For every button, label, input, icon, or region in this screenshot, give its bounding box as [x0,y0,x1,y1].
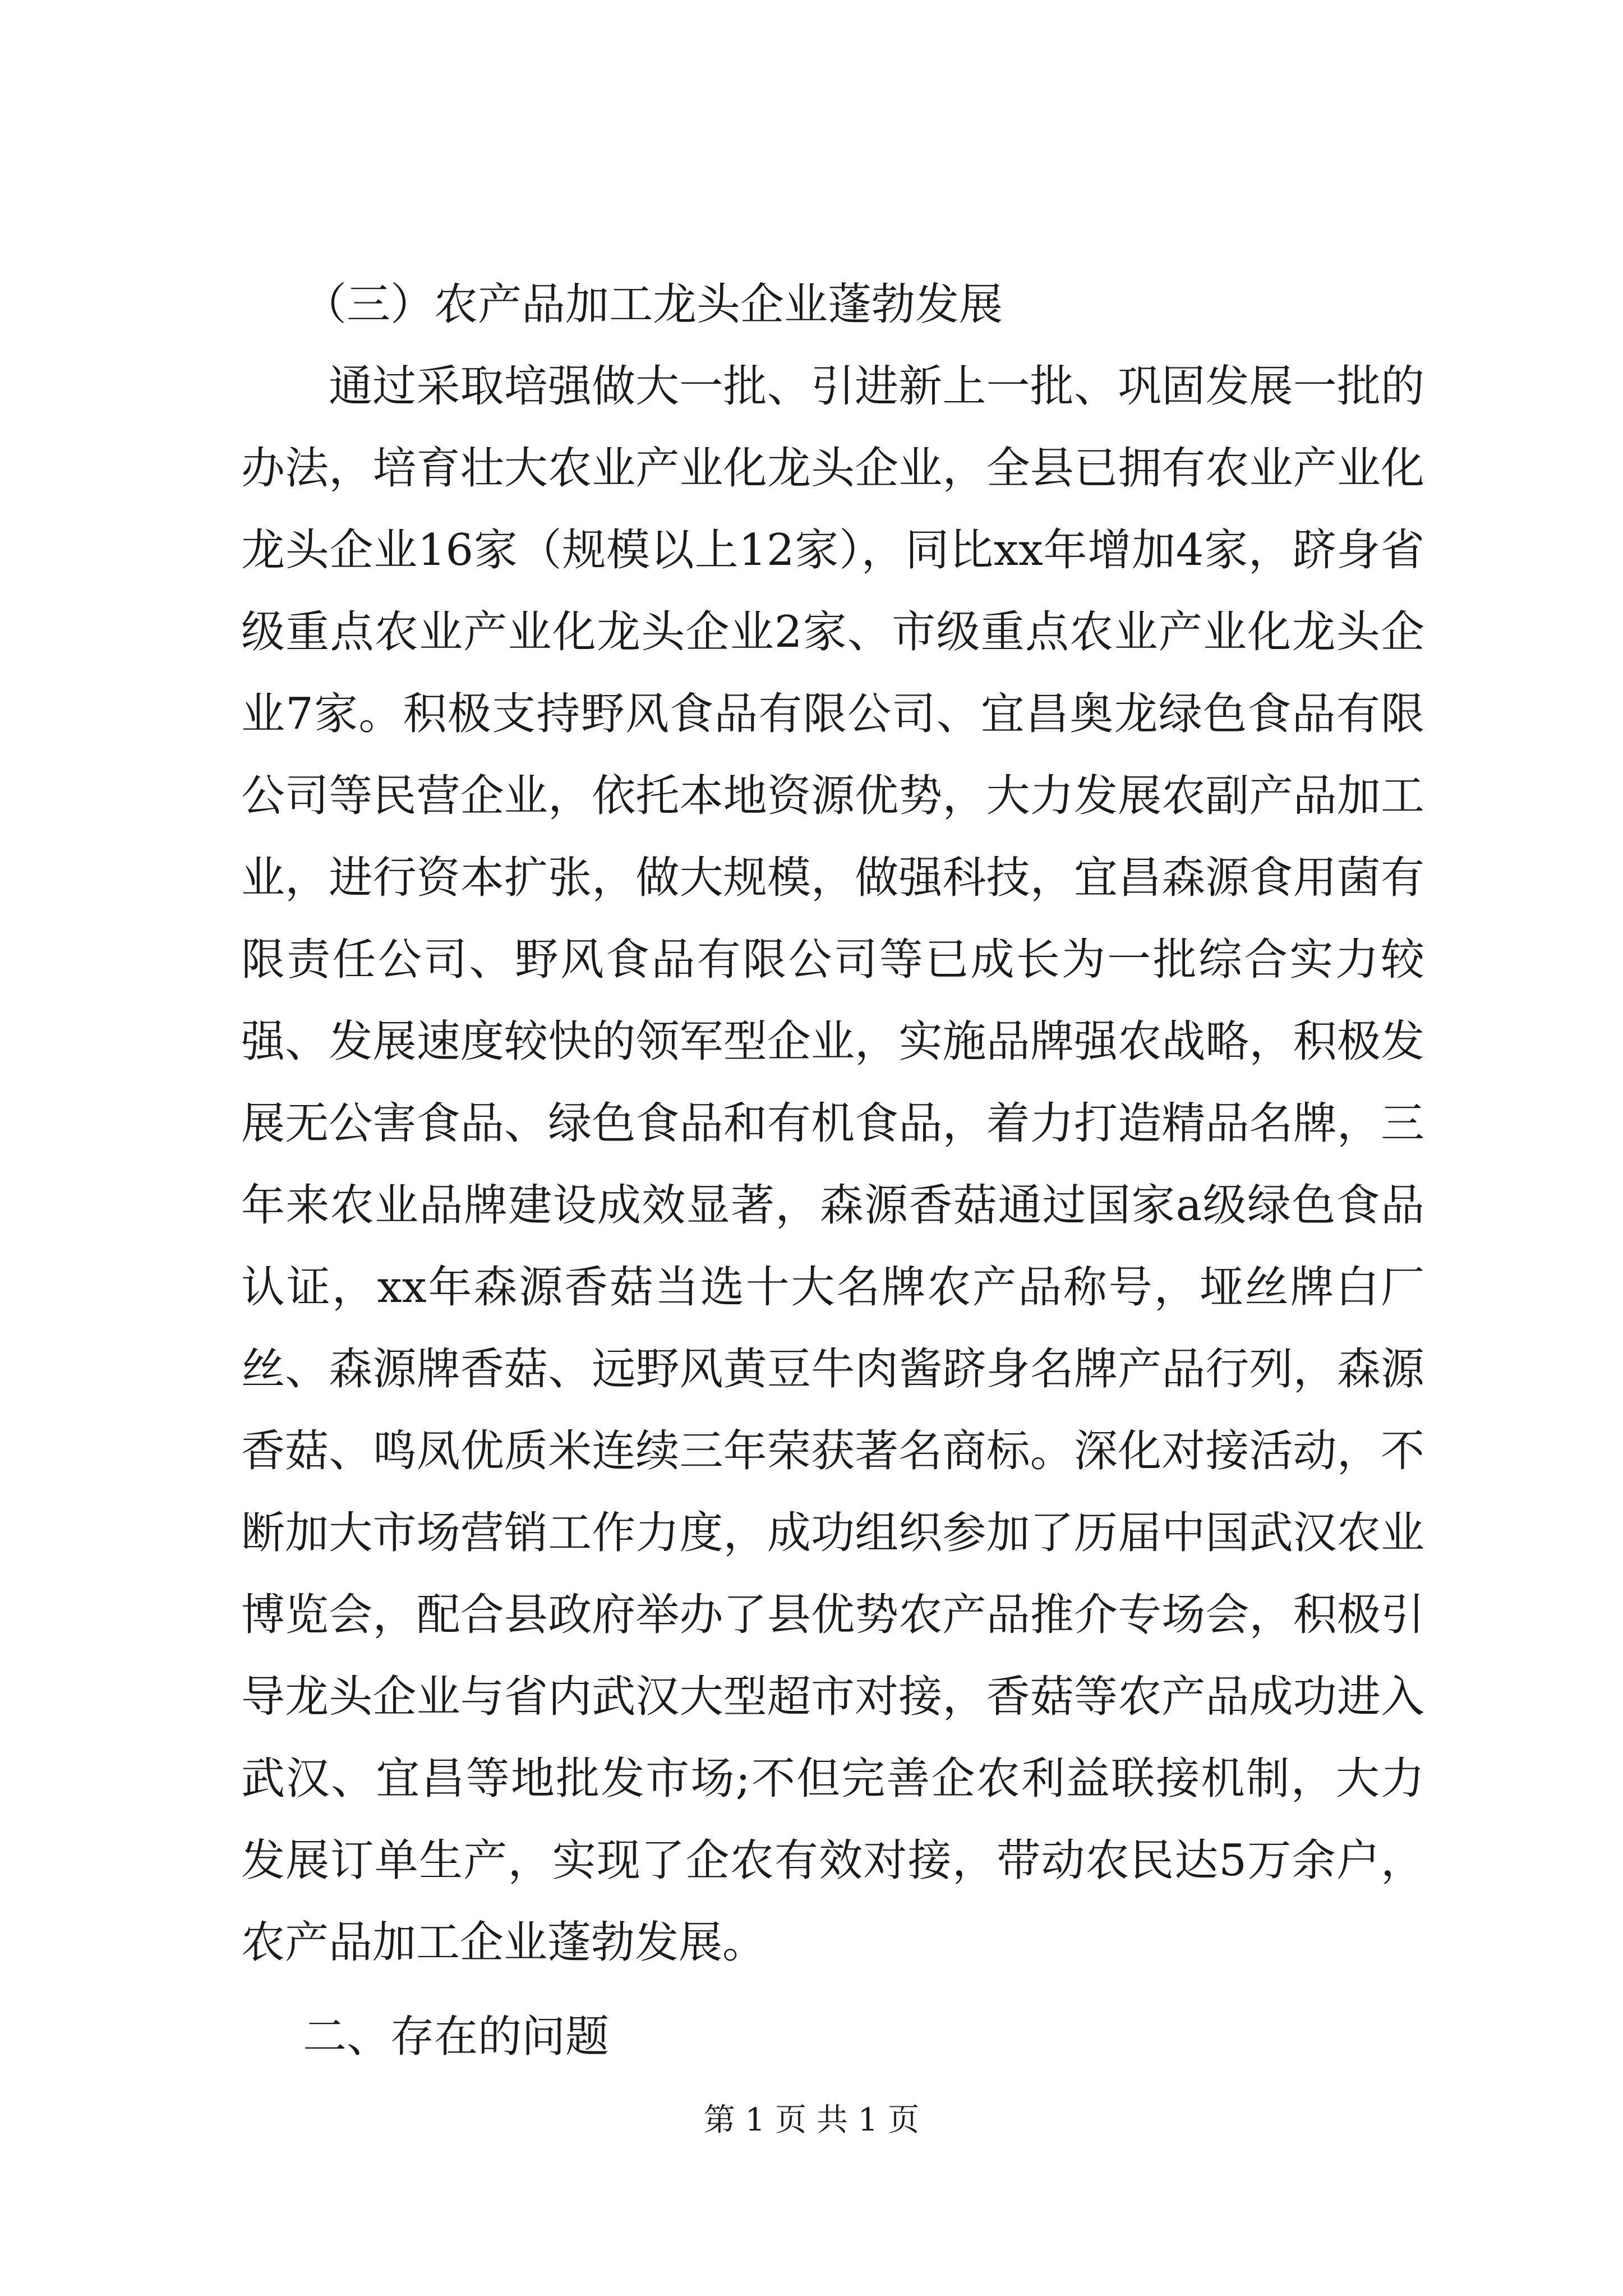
body-paragraph: 通过采取培强做大一批、引进新上一批、巩固发展一批的办法，培育壮大农业产业化龙头企业，全县已拥有农业产业化龙头企业16家（规模以上12家），同比xx年增加4家，跻身省级重点农业产业化龙头企业2家、市级重点农业产业化龙头企业7家。积极支持野风食品有限公司、宜昌奥龙绿色食品有限公司等民营企业，依托本地资源优势，大力发展农副产品加工业，进行资本扩张，做大规模，做强科技，宜昌森源食用菌有限责任公司、野风食品有限公司等已成长为一批综合实力较强、发展速度较快的领军型企业，实施品牌强农战略，积极发展无公害食品、绿色食品和有机食品，着力打造精品名牌，三年来农业品牌建设成效显著，森源香菇通过国家a级绿色食品认证，xx年森源香菇当选十大名牌农产品称号，垭丝牌白厂丝、森源牌香菇、远野风黄豆牛肉酱跻身名牌产品行列，森源香菇、鸣凤优质米连续三年荣获著名商标。深化对接活动，不断加大市场营销工作力度，成功组织参加了历届中国武汉农业博览会，配合县政府举办了县优势农产品推介专场会，积极引导龙头企业与省内武汉大型超市对接，香菇等农产品成功进入武汉、宜昌等地批发市场;不但完善企农利益联接机制，大力发展订单生产，实现了企农有效对接，带动农民达5万余户，农产品加工企业蓬勃发展。 [241,361,1424,1968]
subsection-heading: （三）农产品加工龙头企业蓬勃发展 [303,279,1003,330]
section-heading: 二、存在的问题 [303,2012,610,2062]
document-body [241,264,1424,2078]
page-footer: 第 1 页 共 1 页 [703,2102,920,2138]
